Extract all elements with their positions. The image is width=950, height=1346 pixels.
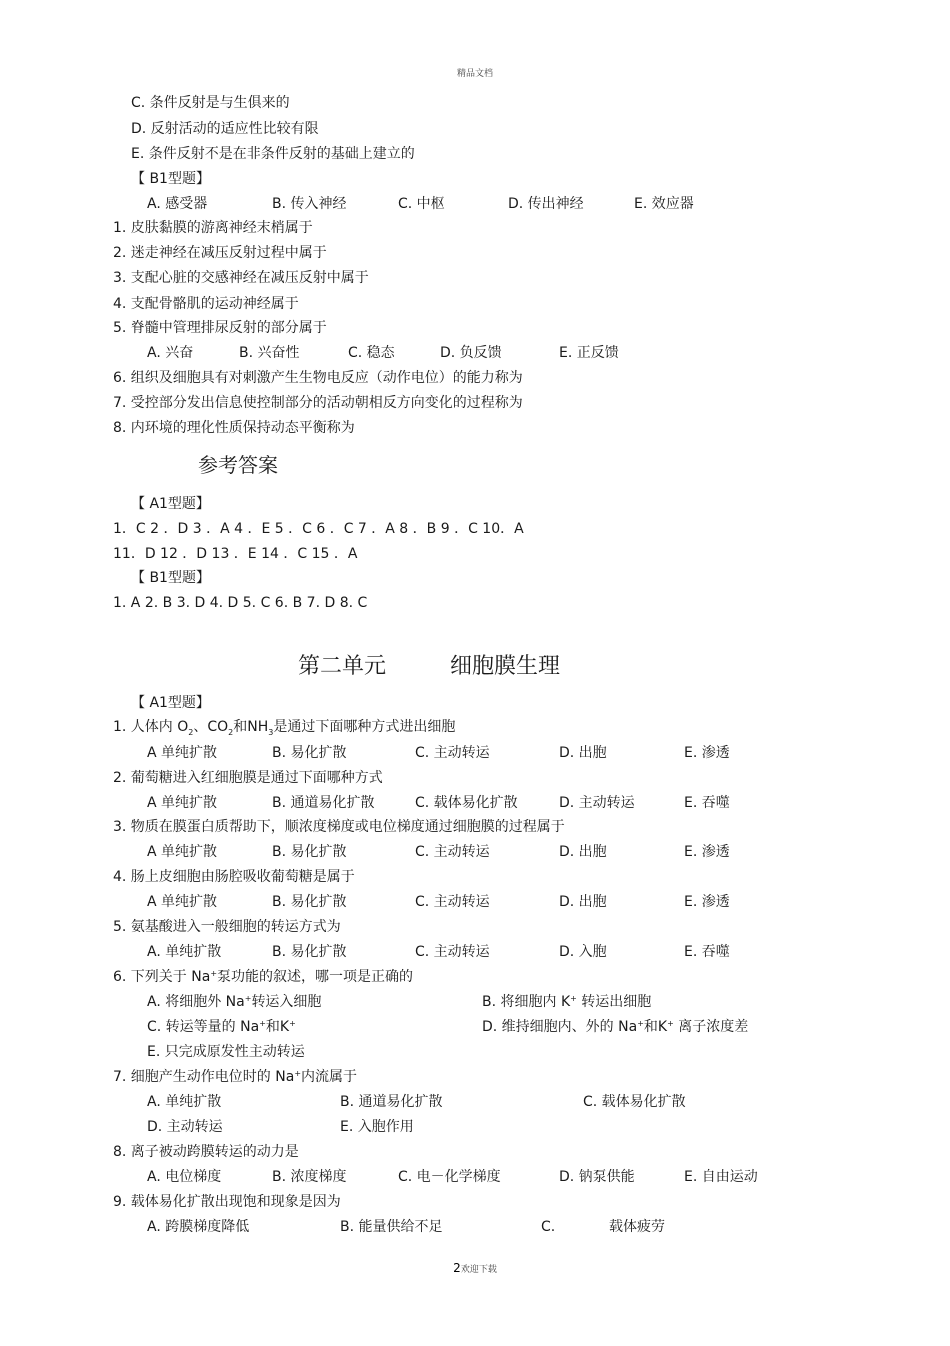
- option-c: C. 载体易化扩散: [583, 1094, 686, 1110]
- question-stem: 8. 离子被动跨膜转运的动力是: [113, 1144, 299, 1160]
- answers-b1-line: 1. A 2. B 3. D 4. D 5. C 6. B 7. D 8. C: [113, 595, 368, 611]
- b1-option-a: A. 兴奋: [147, 345, 194, 361]
- option-c: C. 主动转运: [415, 944, 490, 960]
- question-7: 7. 受控部分发出信息使控制部分的活动朝相反方向变化的过程称为: [113, 395, 523, 411]
- option-e: E. 条件反射不是在非条件反射的基础上建立的: [131, 146, 415, 162]
- question-stem: 5. 氨基酸进入一般细胞的转运方式为: [113, 919, 341, 935]
- page-header: 精品文档: [456, 69, 493, 79]
- page-number: 2: [453, 1261, 461, 1275]
- answers-a1-label: 【 A1型题】: [131, 496, 210, 512]
- question-stem: 1. 人体内 $O_2$、$CO_2$和$NH_3$是通过下面哪种方式进出细胞: [113, 719, 456, 737]
- answers-title: 参考答案: [198, 453, 278, 477]
- option-b: B. 能量供给不足: [340, 1219, 443, 1235]
- option-b: B. 易化扩散: [272, 894, 347, 910]
- option-d: D. 入胞: [559, 944, 607, 960]
- option-e: E. 吞噬: [684, 795, 730, 811]
- option-a: A. 单纯扩散: [147, 944, 222, 960]
- question-3: 3. 支配心脏的交感神经在减压反射中属于: [113, 270, 369, 286]
- question-stem: 7. 细胞产生动作电位时的 Na+内流属于: [113, 1069, 358, 1085]
- option-b: B. 浓度梯度: [272, 1169, 347, 1185]
- option-c: C. 载体易化扩散: [415, 795, 518, 811]
- page-footer: [0, 1261, 950, 1275]
- option-c-text: 载体疲劳: [609, 1219, 665, 1235]
- b1-option-e: E. 正反馈: [559, 345, 619, 361]
- option-a: A. 将细胞外 Na+转运入细胞: [147, 994, 322, 1010]
- b1-option-d: D. 负反馈: [440, 345, 502, 361]
- b1-option-c: C. 中枢: [398, 196, 445, 212]
- question-6: 6. 组织及细胞具有对刺激产生生物电反应（动作电位）的能力称为: [113, 370, 523, 386]
- option-d: D. 出胞: [559, 844, 607, 860]
- footer-text: 欢迎下载: [460, 1265, 497, 1275]
- option-d: D. 主动转运: [147, 1119, 223, 1135]
- b1-option-b: B. 传入神经: [272, 196, 347, 212]
- option-d: D. 维持细胞内、外的 Na+和K+ 离子浓度差: [482, 1019, 749, 1035]
- b1-option-a: A. 感受器: [147, 196, 208, 212]
- section-label-b1: 【 B1型题】: [131, 171, 210, 187]
- option-d: D. 出胞: [559, 894, 607, 910]
- option-c: C. 主动转运: [415, 894, 490, 910]
- option-e: E. 入胞作用: [340, 1119, 414, 1135]
- option-e: E. 渗透: [684, 894, 730, 910]
- option-b: B. 通道易化扩散: [272, 795, 375, 811]
- question-stem: 3. 物质在膜蛋白质帮助下，顺浓度梯度或电位梯度通过细胞膜的过程属于: [113, 819, 565, 835]
- option-b: B. 易化扩散: [272, 745, 347, 761]
- question-stem: 4. 肠上皮细胞由肠腔吸收葡萄糖是属于: [113, 869, 355, 885]
- option-a: A 单纯扩散: [147, 745, 218, 761]
- option-e: E. 吞噬: [684, 944, 730, 960]
- option-a: A 单纯扩散: [147, 844, 218, 860]
- option-e: E. 自由运动: [684, 1169, 758, 1185]
- option-c: C. 转运等量的 Na+和K+: [147, 1019, 296, 1035]
- question-stem: 9. 载体易化扩散出现饱和现象是因为: [113, 1194, 341, 1210]
- question-4: 4. 支配骨骼肌的运动神经属于: [113, 296, 299, 312]
- option-d: D. 反射活动的适应性比较有限: [131, 121, 319, 137]
- option-d: D. 主动转运: [559, 795, 635, 811]
- option-b: B. 易化扩散: [272, 944, 347, 960]
- question-5: 5. 脊髓中管理排尿反射的部分属于: [113, 320, 327, 336]
- option-c: C. 主动转运: [415, 844, 490, 860]
- option-d: D. 钠泵供能: [559, 1169, 635, 1185]
- option-e: E. 渗透: [684, 745, 730, 761]
- b1-option-d: D. 传出神经: [508, 196, 584, 212]
- answers-b1-label: 【 B1型题】: [131, 570, 210, 586]
- option-b: B. 通道易化扩散: [340, 1094, 443, 1110]
- option-e: E. 只完成原发性主动转运: [147, 1044, 305, 1060]
- section-label-a1: 【 A1型题】: [131, 695, 210, 711]
- b1-option-b: B. 兴奋性: [239, 345, 300, 361]
- option-a: A. 电位梯度: [147, 1169, 222, 1185]
- option-a: A. 单纯扩散: [147, 1094, 222, 1110]
- unit-subtitle: 细胞膜生理: [450, 654, 561, 679]
- answers-a1-line1: 1．C 2 ．D 3 ．A 4 ．E 5 ．C 6 ．C 7 ．A 8 ．B 9 ．C 10．A: [113, 521, 524, 537]
- question-2: 2. 迷走神经在减压反射过程中属于: [113, 245, 327, 261]
- answers-a1-line2: 11．D 12 ．D 13 ．E 14 ．C 15 ．A: [113, 546, 358, 562]
- option-c: C. 条件反射是与生俱来的: [131, 95, 290, 111]
- question-1: 1. 皮肤黏膜的游离神经末梢属于: [113, 220, 313, 236]
- question-stem: 6. 下列关于 Na+泵功能的叙述，哪一项是正确的: [113, 969, 414, 985]
- option-c: C. 主动转运: [415, 745, 490, 761]
- option-a: A 单纯扩散: [147, 795, 218, 811]
- option-e: E. 渗透: [684, 844, 730, 860]
- option-b: B. 将细胞内 K+ 转运出细胞: [482, 994, 652, 1010]
- option-a: A 单纯扩散: [147, 894, 218, 910]
- b1-option-e: E. 效应器: [634, 196, 694, 212]
- unit-title: 第二单元: [298, 654, 387, 679]
- option-d: D. 出胞: [559, 745, 607, 761]
- option-c: C.: [541, 1219, 556, 1235]
- b1-option-c: C. 稳态: [348, 345, 395, 361]
- question-8: 8. 内环境的理化性质保持动态平衡称为: [113, 420, 355, 436]
- question-stem: 2. 葡萄糖进入红细胞膜是通过下面哪种方式: [113, 770, 383, 786]
- option-a: A. 跨膜梯度降低: [147, 1219, 250, 1235]
- option-c: C. 电－化学梯度: [398, 1169, 501, 1185]
- option-b: B. 易化扩散: [272, 844, 347, 860]
